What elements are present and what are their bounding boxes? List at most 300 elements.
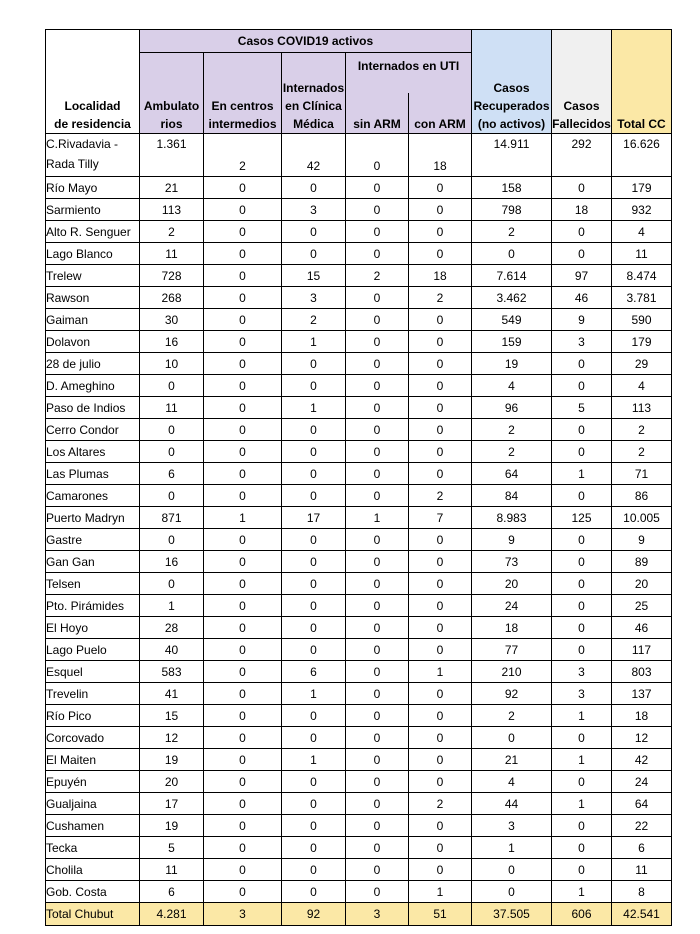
cell-clinica-medica: 0 bbox=[282, 551, 346, 573]
cell-recuperados: 19 bbox=[472, 353, 552, 375]
cell-uti-con-arm: 0 bbox=[409, 617, 472, 639]
table-row bbox=[46, 375, 672, 397]
cell-recuperados: 4 bbox=[472, 771, 552, 793]
cell-uti-sin-arm: 0 bbox=[346, 199, 409, 221]
cell-uti-sin-arm: 1 bbox=[346, 507, 409, 529]
cell-total-cc: 18 bbox=[612, 705, 672, 727]
cell-uti-con-arm: 0 bbox=[409, 221, 472, 243]
cell-total-cc: 11 bbox=[612, 859, 672, 881]
cell-uti-sin-arm: 0 bbox=[346, 573, 409, 595]
cell-fallecidos: 0 bbox=[552, 573, 612, 595]
cell-uti-sin-arm: 0 bbox=[346, 419, 409, 441]
cell-fallecidos: 1 bbox=[552, 705, 612, 727]
cell-localidad: El Hoyo bbox=[46, 617, 140, 639]
cell-uti-con-arm: 0 bbox=[409, 551, 472, 573]
cell-ambulatorios: 20 bbox=[140, 771, 204, 793]
cell-recuperados: 3 bbox=[472, 815, 552, 837]
cell-localidad: Cholila bbox=[46, 859, 140, 881]
cell-centros-intermedios: 0 bbox=[204, 573, 282, 595]
cell-localidad: Camarones bbox=[46, 485, 140, 507]
cell-total-cc: 117 bbox=[612, 639, 672, 661]
cell-recuperados: 0 bbox=[472, 859, 552, 881]
cell-total-cc: 71 bbox=[612, 463, 672, 485]
cell-uti-sin-arm: 0 bbox=[346, 243, 409, 265]
table-row bbox=[46, 617, 672, 639]
cell-localidad: Cerro Condor bbox=[46, 419, 140, 441]
cell-total-cc: 86 bbox=[612, 485, 672, 507]
cell-centros-intermedios: 1 bbox=[204, 507, 282, 529]
cell-clinica-medica: 0 bbox=[282, 639, 346, 661]
cell-localidad: Dolavon bbox=[46, 331, 140, 353]
cell-ambulatorios: 871 bbox=[140, 507, 204, 529]
cell-total-cc: 179 bbox=[612, 177, 672, 199]
cell-fallecidos: 0 bbox=[552, 617, 612, 639]
cell-centros-intermedios: 0 bbox=[204, 793, 282, 815]
cell-total-cc: 22 bbox=[612, 815, 672, 837]
cell-total-cc: 179 bbox=[612, 331, 672, 353]
header-sin-arm: sin ARM bbox=[346, 93, 409, 134]
cell-uti-sin-arm: 0 bbox=[346, 617, 409, 639]
table-row bbox=[46, 265, 672, 287]
cell-recuperados: 2 bbox=[472, 221, 552, 243]
cell-fallecidos: 0 bbox=[552, 771, 612, 793]
cell-ambulatorios: 11 bbox=[140, 397, 204, 419]
cell-total-cc: 932 bbox=[612, 199, 672, 221]
cell-centros-intermedios: 0 bbox=[204, 463, 282, 485]
cell-uti-con-arm: 0 bbox=[409, 595, 472, 617]
cell-uti-con-arm: 0 bbox=[409, 353, 472, 375]
cell-clinica-medica: 0 bbox=[282, 859, 346, 881]
cell-uti-sin-arm: 0 bbox=[346, 331, 409, 353]
cell-clinica-medica: 2 bbox=[282, 309, 346, 331]
cell-fallecidos: 18 bbox=[552, 199, 612, 221]
covid-cases-table bbox=[45, 29, 672, 926]
cell-localidad: Rawson bbox=[46, 287, 140, 309]
cell-total-cc: 10.005 bbox=[612, 507, 672, 529]
cell-fallecidos: 97 bbox=[552, 265, 612, 287]
cell-localidad: Pto. Pirámides bbox=[46, 595, 140, 617]
cell-clinica-medica: 6 bbox=[282, 661, 346, 683]
cell-centros-intermedios: 0 bbox=[204, 595, 282, 617]
cell-uti-con-arm: 0 bbox=[409, 771, 472, 793]
cell-clinica-medica: 3 bbox=[282, 199, 346, 221]
cell-clinica-medica: 0 bbox=[282, 221, 346, 243]
cell-fallecidos: 292 bbox=[552, 134, 612, 177]
cell-clinica-medica: 15 bbox=[282, 265, 346, 287]
table-row bbox=[46, 595, 672, 617]
cell-fallecidos: 0 bbox=[552, 551, 612, 573]
cell-localidad: Epuyén bbox=[46, 771, 140, 793]
cell-centros-intermedios: 0 bbox=[204, 441, 282, 463]
cell-total-cc: 64 bbox=[612, 793, 672, 815]
cell-recuperados: 2 bbox=[472, 419, 552, 441]
cell-recuperados: 158 bbox=[472, 177, 552, 199]
cell-recuperados: 14.911 bbox=[472, 134, 552, 177]
cell-centros-intermedios: 2 bbox=[204, 134, 282, 177]
cell-total-cc: 590 bbox=[612, 309, 672, 331]
cell-fallecidos: 0 bbox=[552, 837, 612, 859]
table-row bbox=[46, 177, 672, 199]
cell-localidad: 28 de julio bbox=[46, 353, 140, 375]
header-recuperados: Casos Recuperados (no activos) bbox=[472, 30, 552, 134]
cell-ambulatorios: 1.361 bbox=[140, 134, 204, 177]
cell-localidad: El Maiten bbox=[46, 749, 140, 771]
cell-uti-con-arm: 0 bbox=[409, 705, 472, 727]
cell-ambulatorios: 41 bbox=[140, 683, 204, 705]
cell-localidad: C.Rivadavia - Rada Tilly bbox=[46, 134, 140, 177]
table-row bbox=[46, 771, 672, 793]
cell-fallecidos: 46 bbox=[552, 287, 612, 309]
cell-uti-con-arm: 18 bbox=[409, 265, 472, 287]
cell-total-cc: 803 bbox=[612, 661, 672, 683]
cell-uti-sin-arm: 0 bbox=[346, 441, 409, 463]
cell-centros-intermedios: 0 bbox=[204, 815, 282, 837]
total-localidad: Total Chubut bbox=[46, 903, 140, 926]
cell-ambulatorios: 1 bbox=[140, 595, 204, 617]
total-row bbox=[46, 903, 672, 926]
cell-uti-sin-arm: 0 bbox=[346, 551, 409, 573]
cell-recuperados: 21 bbox=[472, 749, 552, 771]
cell-recuperados: 159 bbox=[472, 331, 552, 353]
cell-total-cc: 20 bbox=[612, 573, 672, 595]
cell-clinica-medica: 0 bbox=[282, 419, 346, 441]
total-recuperados: 37.505 bbox=[472, 903, 552, 926]
cell-ambulatorios: 11 bbox=[140, 859, 204, 881]
cell-centros-intermedios: 0 bbox=[204, 243, 282, 265]
cell-clinica-medica: 0 bbox=[282, 881, 346, 903]
cell-uti-sin-arm: 0 bbox=[346, 595, 409, 617]
cell-centros-intermedios: 0 bbox=[204, 529, 282, 551]
cell-clinica-medica: 0 bbox=[282, 485, 346, 507]
cell-localidad: Gastre bbox=[46, 529, 140, 551]
cell-localidad: Corcovado bbox=[46, 727, 140, 749]
cell-fallecidos: 0 bbox=[552, 221, 612, 243]
cell-centros-intermedios: 0 bbox=[204, 177, 282, 199]
table-row bbox=[46, 881, 672, 903]
cell-uti-con-arm: 0 bbox=[409, 199, 472, 221]
cell-centros-intermedios: 0 bbox=[204, 375, 282, 397]
table-row bbox=[46, 463, 672, 485]
cell-total-cc: 8.474 bbox=[612, 265, 672, 287]
header-clinica-medica: Internados en Clínica Médica bbox=[282, 53, 346, 134]
cell-total-cc: 4 bbox=[612, 375, 672, 397]
cell-uti-con-arm: 0 bbox=[409, 375, 472, 397]
cell-ambulatorios: 5 bbox=[140, 837, 204, 859]
cell-uti-con-arm: 0 bbox=[409, 441, 472, 463]
cell-uti-sin-arm: 0 bbox=[346, 309, 409, 331]
cell-recuperados: 2 bbox=[472, 705, 552, 727]
cell-uti-con-arm: 0 bbox=[409, 815, 472, 837]
cell-clinica-medica: 0 bbox=[282, 441, 346, 463]
cell-ambulatorios: 6 bbox=[140, 881, 204, 903]
cell-recuperados: 798 bbox=[472, 199, 552, 221]
cell-centros-intermedios: 0 bbox=[204, 353, 282, 375]
cell-ambulatorios: 2 bbox=[140, 221, 204, 243]
cell-localidad: Gualjaina bbox=[46, 793, 140, 815]
table-row bbox=[46, 287, 672, 309]
cell-recuperados: 1 bbox=[472, 837, 552, 859]
cell-recuperados: 44 bbox=[472, 793, 552, 815]
cell-ambulatorios: 19 bbox=[140, 815, 204, 837]
cell-centros-intermedios: 0 bbox=[204, 617, 282, 639]
cell-uti-sin-arm: 0 bbox=[346, 859, 409, 881]
cell-uti-sin-arm: 0 bbox=[346, 837, 409, 859]
cell-clinica-medica: 0 bbox=[282, 353, 346, 375]
cell-clinica-medica: 1 bbox=[282, 331, 346, 353]
cell-uti-sin-arm: 0 bbox=[346, 749, 409, 771]
header-ambulatorios: Ambulato rios bbox=[140, 53, 204, 134]
cell-clinica-medica: 17 bbox=[282, 507, 346, 529]
cell-fallecidos: 0 bbox=[552, 243, 612, 265]
cell-recuperados: 2 bbox=[472, 441, 552, 463]
cell-centros-intermedios: 0 bbox=[204, 639, 282, 661]
cell-fallecidos: 0 bbox=[552, 441, 612, 463]
cell-ambulatorios: 30 bbox=[140, 309, 204, 331]
cell-uti-sin-arm: 0 bbox=[346, 881, 409, 903]
cell-total-cc: 42 bbox=[612, 749, 672, 771]
total-centros-intermedios: 3 bbox=[204, 903, 282, 926]
cell-centros-intermedios: 0 bbox=[204, 419, 282, 441]
table-row bbox=[46, 419, 672, 441]
cell-total-cc: 25 bbox=[612, 595, 672, 617]
cell-recuperados: 77 bbox=[472, 639, 552, 661]
cell-localidad: Paso de Indios bbox=[46, 397, 140, 419]
table-row bbox=[46, 683, 672, 705]
cell-fallecidos: 125 bbox=[552, 507, 612, 529]
cell-recuperados: 18 bbox=[472, 617, 552, 639]
cell-clinica-medica: 1 bbox=[282, 397, 346, 419]
table-row bbox=[46, 727, 672, 749]
cell-fallecidos: 3 bbox=[552, 331, 612, 353]
cell-localidad: Gob. Costa bbox=[46, 881, 140, 903]
total-clinica-medica: 92 bbox=[282, 903, 346, 926]
table-row bbox=[46, 639, 672, 661]
header-casos-activos: Casos COVID19 activos bbox=[140, 30, 472, 53]
cell-uti-sin-arm: 0 bbox=[346, 815, 409, 837]
cell-localidad: Tecka bbox=[46, 837, 140, 859]
table-row bbox=[46, 134, 672, 177]
table-row bbox=[46, 529, 672, 551]
cell-uti-con-arm: 0 bbox=[409, 397, 472, 419]
cell-localidad: D. Ameghino bbox=[46, 375, 140, 397]
table-row bbox=[46, 221, 672, 243]
cell-centros-intermedios: 0 bbox=[204, 749, 282, 771]
cell-uti-sin-arm: 2 bbox=[346, 265, 409, 287]
cell-uti-sin-arm: 0 bbox=[346, 529, 409, 551]
cell-clinica-medica: 1 bbox=[282, 683, 346, 705]
cell-recuperados: 24 bbox=[472, 595, 552, 617]
table-row bbox=[46, 705, 672, 727]
cell-clinica-medica: 0 bbox=[282, 595, 346, 617]
cell-localidad: Lago Blanco bbox=[46, 243, 140, 265]
cell-fallecidos: 0 bbox=[552, 815, 612, 837]
cell-centros-intermedios: 0 bbox=[204, 397, 282, 419]
cell-fallecidos: 1 bbox=[552, 463, 612, 485]
cell-recuperados: 0 bbox=[472, 727, 552, 749]
cell-uti-sin-arm: 0 bbox=[346, 353, 409, 375]
cell-fallecidos: 0 bbox=[552, 419, 612, 441]
cell-uti-con-arm: 0 bbox=[409, 177, 472, 199]
cell-localidad: Sarmiento bbox=[46, 199, 140, 221]
cell-ambulatorios: 6 bbox=[140, 463, 204, 485]
cell-uti-con-arm: 1 bbox=[409, 661, 472, 683]
cell-ambulatorios: 12 bbox=[140, 727, 204, 749]
cell-clinica-medica: 0 bbox=[282, 617, 346, 639]
cell-fallecidos: 1 bbox=[552, 881, 612, 903]
total-ambulatorios: 4.281 bbox=[140, 903, 204, 926]
cell-uti-con-arm: 2 bbox=[409, 793, 472, 815]
cell-ambulatorios: 113 bbox=[140, 199, 204, 221]
cell-uti-sin-arm: 0 bbox=[346, 793, 409, 815]
header-total-cc: Total CC bbox=[612, 30, 672, 134]
cell-uti-sin-arm: 0 bbox=[346, 705, 409, 727]
cell-uti-con-arm: 0 bbox=[409, 859, 472, 881]
cell-uti-sin-arm: 0 bbox=[346, 485, 409, 507]
cell-ambulatorios: 728 bbox=[140, 265, 204, 287]
cell-uti-sin-arm: 0 bbox=[346, 177, 409, 199]
cell-uti-sin-arm: 0 bbox=[346, 134, 409, 177]
cell-ambulatorios: 0 bbox=[140, 441, 204, 463]
cell-fallecidos: 0 bbox=[552, 727, 612, 749]
cell-uti-con-arm: 0 bbox=[409, 419, 472, 441]
cell-clinica-medica: 0 bbox=[282, 727, 346, 749]
cell-ambulatorios: 28 bbox=[140, 617, 204, 639]
cell-clinica-medica: 0 bbox=[282, 463, 346, 485]
cell-ambulatorios: 0 bbox=[140, 485, 204, 507]
cell-total-cc: 12 bbox=[612, 727, 672, 749]
cell-recuperados: 92 bbox=[472, 683, 552, 705]
cell-uti-con-arm: 0 bbox=[409, 573, 472, 595]
cell-fallecidos: 0 bbox=[552, 485, 612, 507]
cell-uti-con-arm: 0 bbox=[409, 683, 472, 705]
cell-ambulatorios: 11 bbox=[140, 243, 204, 265]
cell-ambulatorios: 40 bbox=[140, 639, 204, 661]
cell-localidad: Puerto Madryn bbox=[46, 507, 140, 529]
table-row bbox=[46, 749, 672, 771]
cell-total-cc: 3.781 bbox=[612, 287, 672, 309]
cell-uti-con-arm: 2 bbox=[409, 287, 472, 309]
cell-recuperados: 73 bbox=[472, 551, 552, 573]
cell-recuperados: 96 bbox=[472, 397, 552, 419]
cell-total-cc: 16.626 bbox=[612, 134, 672, 177]
cell-centros-intermedios: 0 bbox=[204, 705, 282, 727]
cell-uti-con-arm: 0 bbox=[409, 639, 472, 661]
cell-clinica-medica: 0 bbox=[282, 177, 346, 199]
cell-centros-intermedios: 0 bbox=[204, 859, 282, 881]
cell-fallecidos: 3 bbox=[552, 661, 612, 683]
cell-centros-intermedios: 0 bbox=[204, 309, 282, 331]
cell-fallecidos: 5 bbox=[552, 397, 612, 419]
cell-localidad: Gan Gan bbox=[46, 551, 140, 573]
cell-ambulatorios: 19 bbox=[140, 749, 204, 771]
cell-uti-con-arm: 2 bbox=[409, 485, 472, 507]
cell-localidad: Gaiman bbox=[46, 309, 140, 331]
cell-uti-con-arm: 0 bbox=[409, 243, 472, 265]
cell-uti-con-arm: 1 bbox=[409, 881, 472, 903]
table-row bbox=[46, 793, 672, 815]
cell-recuperados: 0 bbox=[472, 243, 552, 265]
cell-ambulatorios: 0 bbox=[140, 419, 204, 441]
table-row bbox=[46, 331, 672, 353]
header-fallecidos: Casos Fallecidos bbox=[552, 30, 612, 134]
cell-localidad: Trevelin bbox=[46, 683, 140, 705]
cell-clinica-medica: 0 bbox=[282, 837, 346, 859]
cell-total-cc: 6 bbox=[612, 837, 672, 859]
cell-uti-sin-arm: 0 bbox=[346, 375, 409, 397]
table-row bbox=[46, 815, 672, 837]
cell-ambulatorios: 16 bbox=[140, 331, 204, 353]
header-internados-uti: Internados en UTI bbox=[346, 53, 472, 94]
cell-localidad: Río Mayo bbox=[46, 177, 140, 199]
cell-total-cc: 46 bbox=[612, 617, 672, 639]
cell-localidad: Lago Puelo bbox=[46, 639, 140, 661]
cell-recuperados: 64 bbox=[472, 463, 552, 485]
cell-recuperados: 84 bbox=[472, 485, 552, 507]
cell-uti-con-arm: 0 bbox=[409, 837, 472, 859]
cell-recuperados: 210 bbox=[472, 661, 552, 683]
cell-ambulatorios: 21 bbox=[140, 177, 204, 199]
cell-uti-con-arm: 7 bbox=[409, 507, 472, 529]
cell-ambulatorios: 0 bbox=[140, 375, 204, 397]
cell-ambulatorios: 15 bbox=[140, 705, 204, 727]
cell-uti-con-arm: 0 bbox=[409, 331, 472, 353]
cell-uti-sin-arm: 0 bbox=[346, 661, 409, 683]
cell-uti-con-arm: 0 bbox=[409, 463, 472, 485]
cell-total-cc: 2 bbox=[612, 441, 672, 463]
cell-total-cc: 2 bbox=[612, 419, 672, 441]
cell-ambulatorios: 583 bbox=[140, 661, 204, 683]
cell-fallecidos: 9 bbox=[552, 309, 612, 331]
cell-total-cc: 24 bbox=[612, 771, 672, 793]
cell-clinica-medica: 0 bbox=[282, 705, 346, 727]
cell-recuperados: 20 bbox=[472, 573, 552, 595]
cell-localidad: Trelew bbox=[46, 265, 140, 287]
cell-centros-intermedios: 0 bbox=[204, 265, 282, 287]
cell-centros-intermedios: 0 bbox=[204, 837, 282, 859]
cell-ambulatorios: 16 bbox=[140, 551, 204, 573]
cell-clinica-medica: 0 bbox=[282, 573, 346, 595]
cell-clinica-medica: 1 bbox=[282, 749, 346, 771]
table-row bbox=[46, 441, 672, 463]
cell-uti-con-arm: 0 bbox=[409, 727, 472, 749]
cell-fallecidos: 0 bbox=[552, 177, 612, 199]
cell-centros-intermedios: 0 bbox=[204, 287, 282, 309]
cell-recuperados: 3.462 bbox=[472, 287, 552, 309]
table-row bbox=[46, 573, 672, 595]
cell-localidad: Cushamen bbox=[46, 815, 140, 837]
cell-localidad: Río Pico bbox=[46, 705, 140, 727]
cell-uti-con-arm: 0 bbox=[409, 309, 472, 331]
cell-uti-con-arm: 18 bbox=[409, 134, 472, 177]
cell-total-cc: 9 bbox=[612, 529, 672, 551]
cell-fallecidos: 0 bbox=[552, 353, 612, 375]
cell-uti-sin-arm: 0 bbox=[346, 639, 409, 661]
header-localidad: Localidad de residencia bbox=[46, 30, 140, 134]
total-fallecidos: 606 bbox=[552, 903, 612, 926]
cell-localidad: Esquel bbox=[46, 661, 140, 683]
cell-fallecidos: 0 bbox=[552, 375, 612, 397]
total-uti-sin-arm: 3 bbox=[346, 903, 409, 926]
cell-clinica-medica: 0 bbox=[282, 771, 346, 793]
cell-total-cc: 29 bbox=[612, 353, 672, 375]
cell-recuperados: 549 bbox=[472, 309, 552, 331]
cell-uti-sin-arm: 0 bbox=[346, 221, 409, 243]
cell-ambulatorios: 0 bbox=[140, 529, 204, 551]
table-row bbox=[46, 353, 672, 375]
table-row bbox=[46, 397, 672, 419]
cell-fallecidos: 1 bbox=[552, 749, 612, 771]
cell-fallecidos: 1 bbox=[552, 793, 612, 815]
